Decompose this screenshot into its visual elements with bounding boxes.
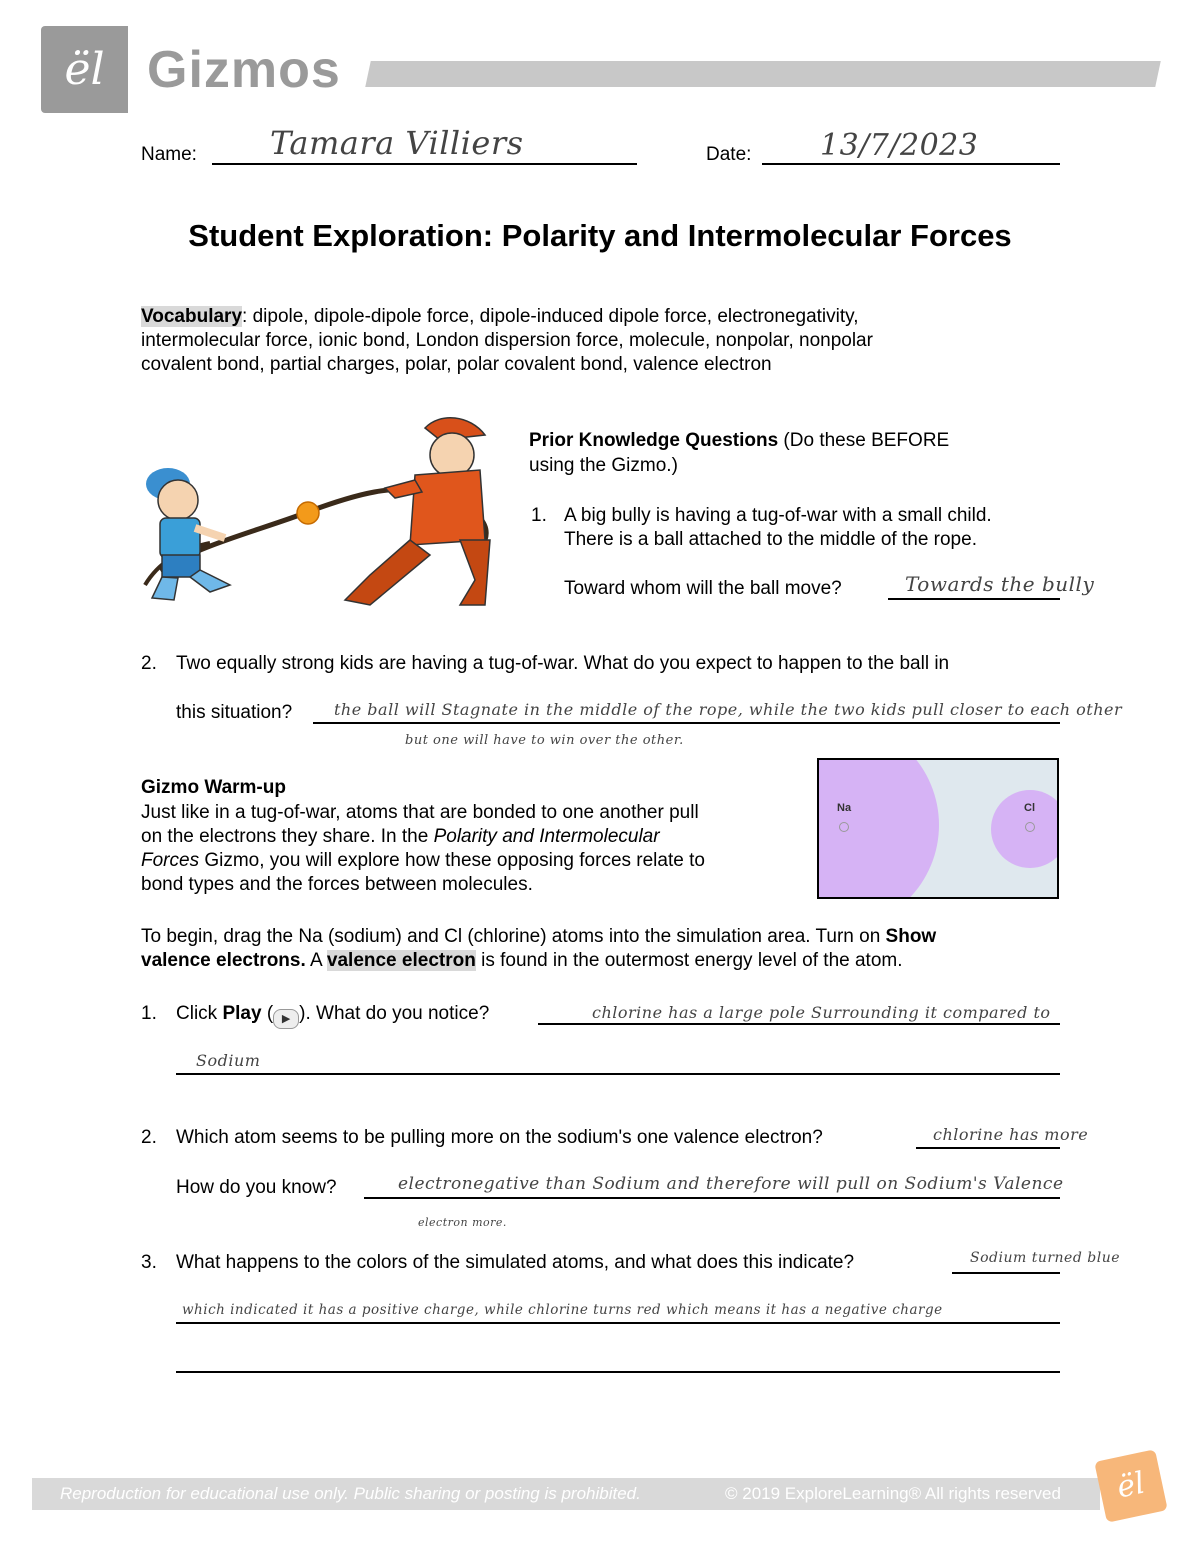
pk-q2-underline [313, 722, 1060, 724]
warmup-q3-underline-1 [952, 1272, 1060, 1274]
footer-disclaimer: Reproduction for educational use only. Public sharing or posting is prohibited. [60, 1484, 641, 1503]
warmup-q1-underline-1 [538, 1023, 1060, 1025]
warmup-p3-italic: Forces [141, 850, 200, 871]
warmup-q1-paren: ( [261, 1003, 274, 1024]
ball-icon [297, 502, 319, 524]
pk-q1-answer[interactable]: Towards the bully [905, 572, 1095, 596]
warmup-q3-underline-2 [176, 1322, 1060, 1324]
prior-knowledge-heading-line [529, 429, 949, 453]
pk-q1-number: 1. [531, 505, 547, 526]
warmup-q1-number: 1. [141, 1003, 157, 1024]
warmup-q2-how-answer-1[interactable]: electronegative than Sodium and therefore will pull on Sodium's Valence [398, 1174, 1064, 1194]
date-value[interactable]: 13/7/2023 [820, 128, 979, 163]
warmup-q3-underline-3 [176, 1371, 1060, 1373]
footer-logo-icon: ël [1094, 1449, 1168, 1523]
name-underline [212, 163, 637, 165]
warmup-p4: bond types and the forces between molecules. [141, 874, 533, 895]
pk-q1-line2: There is a ball attached to the middle of the rope. [564, 529, 977, 550]
child-figure [146, 468, 230, 600]
name-value[interactable]: Tamara Villiers [270, 124, 524, 162]
warmup-q1-answer-2[interactable]: Sodium [196, 1051, 261, 1070]
chlorine-label: Cl [1024, 802, 1035, 814]
warmup-q2-how-underline [364, 1197, 1060, 1199]
warmup-q1-rest: ). What do you notice? [299, 1003, 490, 1024]
warmup-q1-click: Click [176, 1003, 223, 1024]
warmup-q1-underline-2 [176, 1073, 1060, 1075]
begin-valence-electron-term: valence electron [326, 950, 476, 971]
date-underline [762, 163, 1060, 165]
prior-knowledge-note-2: using the Gizmo.) [529, 455, 678, 476]
begin-instructions [141, 925, 1071, 973]
pk-q2-line1: Two equally strong kids are having a tug-of-war. What do you expect to happen to the ball in [176, 653, 950, 674]
pk-q2-prompt: this situation? [176, 702, 293, 723]
sodium-label: Na [837, 802, 852, 814]
pk-q1-line1: A big bully is having a tug-of-war with a small child. [564, 505, 992, 526]
vocabulary-line-1: : dipole, dipole-dipole force, dipole-induced dipole force, electronegativity, [242, 306, 859, 327]
pk-q2-answer-1[interactable]: the ball will Stagnate in the middle of the rope, while the two kids pull closer to each other [334, 700, 1123, 719]
header-divider [365, 61, 1161, 87]
date-label: Date: [706, 144, 752, 165]
page-title: Student Exploration: Polarity and Intermolecular Forces [188, 218, 1012, 253]
warmup-q2-how: How do you know? [176, 1177, 337, 1198]
warmup-p3: Gizmo, you will explore how these opposing forces relate to [199, 850, 705, 871]
footer-copyright: © 2019 ExploreLearning® All rights reserved [725, 1484, 1061, 1503]
warmup-p2-italic: Polarity and Intermolecular [433, 826, 660, 847]
sodium-electron-cloud [817, 758, 939, 899]
warmup-q1-play: Play [222, 1003, 262, 1024]
warmup-q3-number: 3. [141, 1252, 157, 1273]
warmup-q3-text: What happens to the colors of the simulated atoms, and what does this indicate? [176, 1252, 855, 1273]
play-icon: ▶ [273, 1009, 299, 1029]
vocabulary-block [141, 305, 1061, 377]
warmup-q3-answer-2[interactable]: which indicated it has a positive charge, while chlorine turns red which means it has a negative charge [182, 1302, 943, 1318]
begin-show: Show [885, 926, 937, 947]
warmup-q1-answer-1[interactable]: chlorine has a large pole Surrounding it compared to [592, 1003, 1051, 1022]
warmup-q2-answer[interactable]: chlorine has more [933, 1125, 1089, 1144]
chlorine-nucleus-icon [1025, 822, 1035, 832]
warmup-q3-answer-1[interactable]: Sodium turned blue [970, 1250, 1120, 1266]
begin-line-1: To begin, drag the Na (sodium) and Cl (chlorine) atoms into the simulation area. Turn on [141, 926, 886, 947]
sodium-nucleus-icon [839, 822, 849, 832]
begin-line-2-rest: is found in the outermost energy level of the atom. [475, 950, 903, 971]
explorelearning-logo: ël [41, 26, 128, 113]
vocabulary-label: Vocabulary [141, 306, 243, 327]
warmup-p2: on the electrons they share. In the [141, 826, 434, 847]
vocabulary-line-2: intermolecular force, ionic bond, London dispersion force, molecule, nonpolar, nonpolar [141, 330, 873, 351]
pk-q2-number: 2. [141, 653, 157, 674]
warmup-paragraph [141, 801, 801, 897]
warmup-heading: Gizmo Warm-up [141, 777, 286, 798]
pk-q1-prompt: Toward whom will the ball move? [564, 578, 842, 599]
warmup-p1: Just like in a tug-of-war, atoms that are bonded to one another pull [141, 802, 699, 823]
simulation-preview [817, 758, 1059, 899]
name-label: Name: [141, 144, 197, 165]
warmup-q2-text: Which atom seems to be pulling more on the sodium's one valence electron? [176, 1127, 823, 1148]
begin-a: A [305, 950, 327, 971]
pk-q1-underline [888, 598, 1060, 600]
tug-of-war-illustration [140, 410, 500, 615]
bully-figure [345, 418, 490, 605]
pk-q2-answer-2[interactable]: but one will have to win over the other. [405, 733, 684, 748]
warmup-q2-number: 2. [141, 1127, 157, 1148]
brand-title: Gizmos [147, 41, 341, 99]
prior-knowledge-heading: Prior Knowledge Questions [529, 430, 779, 451]
warmup-q1-text [176, 1002, 489, 1029]
prior-knowledge-note-1: (Do these BEFORE [778, 430, 950, 451]
begin-valence-electrons: valence electrons. [141, 950, 306, 971]
warmup-q2-how-answer-2[interactable]: electron more. [418, 1216, 507, 1229]
warmup-q2-underline [916, 1147, 1060, 1149]
vocabulary-line-3: covalent bond, partial charges, polar, polar covalent bond, valence electron [141, 354, 772, 375]
